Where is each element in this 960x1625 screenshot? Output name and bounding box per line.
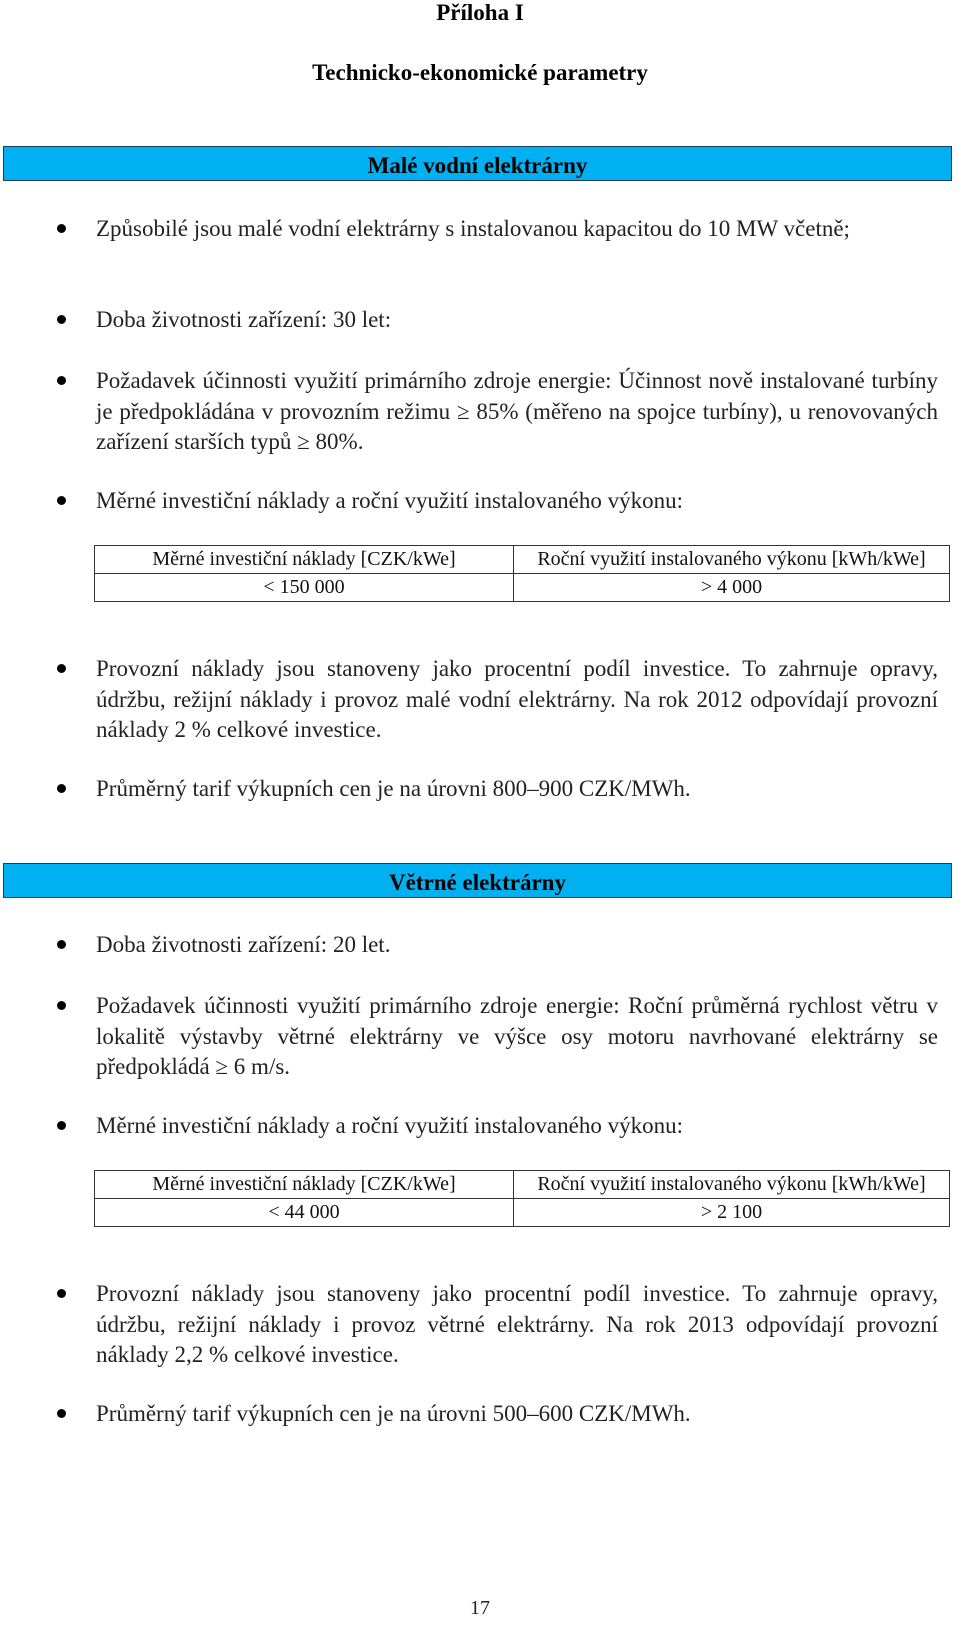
page-number: 17 [470, 1597, 490, 1619]
table-header-cell: Roční využití instalovaného výkonu [kWh/kWe] [514, 1171, 950, 1199]
list-item-text: Průměrný tarif výkupních cen je na úrovni 500–600 CZK/MWh. [96, 1401, 691, 1426]
page-subtitle: Technicko-ekonomické parametry [312, 60, 648, 85]
table-header-cell: Roční využití instalovaného výkonu [kWh/kWe] [514, 546, 950, 574]
bullet-icon [57, 496, 66, 505]
bullet-icon [57, 315, 66, 324]
bullet-icon [57, 1001, 66, 1010]
bullet-icon [57, 784, 66, 793]
list-item-text: Měrné investiční náklady a roční využití instalovaného výkonu: [96, 488, 683, 513]
table-row [95, 1199, 950, 1227]
list-item-text: Provozní náklady jsou stanoveny jako procentní podíl investice. To zahrnuje opravy, údržbu, režijní náklady i provoz větrné elektrárny. Na rok 2013 odpovídají provozní náklady 2,2 % celkové investice. [96, 1281, 938, 1367]
parameters-table-wind [94, 1170, 950, 1227]
list-item-text: Provozní náklady jsou stanoveny jako procentní podíl investice. To zahrnuje opravy, údržbu, režijní náklady i provoz malé vodní elektrárny. Na rok 2012 odpovídají provozní náklady 2 % celkové investice. [96, 656, 938, 742]
list-item-text: Průměrný tarif výkupních cen je na úrovni 800–900 CZK/MWh. [96, 776, 691, 801]
bullet-icon [57, 940, 66, 949]
list-item-text: Požadavek účinnosti využití primárního zdroje energie: Roční průměrná rychlost větru v lokalitě výstavby větrné elektrárny ve výšce osy motoru navrhované elektrárny se předpokládá ≥ 6 m/s. [96, 993, 938, 1079]
list-item-text: Doba životnosti zařízení: 30 let: [96, 307, 392, 332]
table-cell: > 2 100 [514, 1199, 950, 1227]
section-banner-wind: Větrné elektrárny [3, 863, 952, 898]
bullet-icon [57, 1121, 66, 1130]
parameters-table-hydro [94, 545, 950, 602]
bullet-icon [57, 664, 66, 673]
table-header-cell: Měrné investiční náklady [CZK/kWe] [95, 546, 514, 574]
bullet-icon [57, 1409, 66, 1418]
table-cell: > 4 000 [514, 574, 950, 602]
list-item-text: Doba životnosti zařízení: 20 let. [96, 932, 391, 957]
section-banner-hydro: Malé vodní elektrárny [3, 146, 952, 181]
table-header-cell: Měrné investiční náklady [CZK/kWe] [95, 1171, 514, 1199]
list-item-text: Způsobilé jsou malé vodní elektrárny s instalovanou kapacitou do 10 MW včetně; [96, 216, 850, 241]
bullet-icon [57, 376, 66, 385]
list-item-text: Požadavek účinnosti využití primárního zdroje energie: Účinnost nově instalované turbíny je předpokládána v provozním režimu ≥ 85% (měřeno na spojce turbíny), u renovovaných zařízení starších typů ≥ 80%. [96, 368, 938, 454]
annex-title: Příloha I [436, 0, 524, 25]
table-cell: < 44 000 [95, 1199, 514, 1227]
bullet-icon [57, 1289, 66, 1298]
table-header-row [95, 546, 950, 574]
list-item-text: Měrné investiční náklady a roční využití instalovaného výkonu: [96, 1113, 683, 1138]
table-cell: < 150 000 [95, 574, 514, 602]
table-row [95, 574, 950, 602]
bullet-icon [57, 224, 66, 233]
table-header-row [95, 1171, 950, 1199]
